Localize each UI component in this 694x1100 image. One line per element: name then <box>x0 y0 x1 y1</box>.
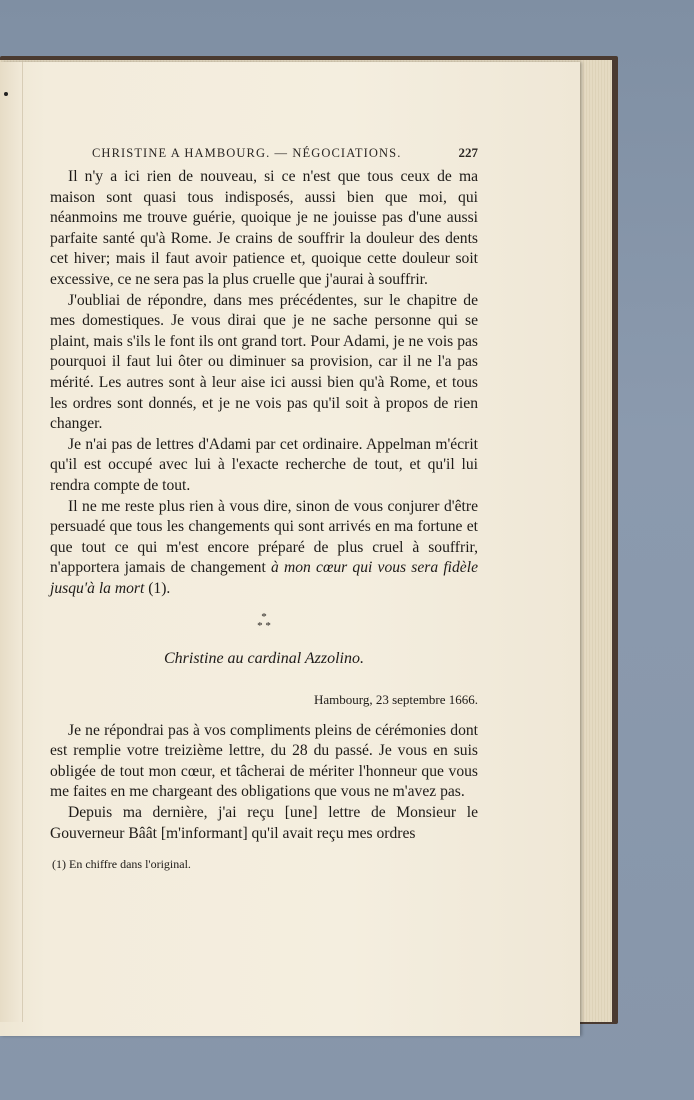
section-separator <box>50 613 478 631</box>
page-number: 227 <box>458 145 478 160</box>
separator-top-star: * <box>261 611 267 624</box>
paragraph-text: Il ne me reste plus rien à vous dire, sinon de vous conjurer d'être persuadé que tous les changements qui sont arrivés en ma fortune et que tout ce qui m'est encore préparé de plus cruel à souffrir, n'apportera jamais de changement <box>50 497 478 577</box>
running-head <box>92 143 478 159</box>
footnote: (1) En chiffre dans l'original. <box>52 857 191 872</box>
paragraph: Je n'ai pas de lettres d'Adami par cet ordinaire. Appelman m'écrit qu'il est occupé avec lui à l'exacte recherche de tout, et qu'il lui rendra compte de tout. <box>50 435 478 494</box>
paragraph: Je ne répondrai pas à vos compliments pleins de cérémonies dont est remplie votre treizième lettre, du 28 du passé. Je vous en suis obligée de tout mon cœur, et tâcherai de mériter l'honneur que vous me faites en me chargeant des obligations que vous ne m'avez pas. <box>50 721 478 801</box>
paragraph: J'oubliai de répondre, dans mes précédentes, sur le chapitre de mes domestiques. Je vous dirai que je ne sache personne qui se plaint, mais s'ils le font ils ont grand tort. Pour Adami, je ne vois pas pourquoi il faut lui ôter ou diminuer sa provision, car il ne l'a pas mérité. Les autres sont à leur aise ici aussi bien qu'à Rome, et tous les ordres sont donnés, et je ne vois pas qu'il soit à propos de rien changer. <box>50 291 478 433</box>
previous-page-edge <box>0 62 23 1022</box>
page-content <box>50 143 478 872</box>
footnote-reference: (1). <box>144 579 171 597</box>
letter-title: Christine au cardinal Azzolino. <box>163 650 364 668</box>
running-head-title: CHRISTINE A HAMBOURG. — NÉGOCIATIONS. <box>92 146 402 160</box>
paragraph: Depuis ma dernière, j'ai reçu [une] lettre de Monsieur le Gouverneur Bâât [m'informant] qu'il avait reçu mes ordres <box>50 804 478 842</box>
italic-cipher-text: à mon cœur qui vous sera fidèle jusqu'à la mort <box>50 559 478 597</box>
separator-bottom-stars: * * <box>257 620 271 633</box>
ink-dot <box>4 92 8 96</box>
paragraph-closing <box>50 497 478 600</box>
letter-dateline: Hambourg, 23 septembre 1666. <box>313 692 478 708</box>
paragraph: Il n'y a ici rien de nouveau, si ce n'est que tous ceux de ma maison sont quasi tous indisposés, aussi bien que moi, qui néanmoins me trouve guérie, quoique je ne jouisse pas d'une aussi parfaite santé qu'à Rome. Je crains de souffrir la douleur des dents cet hiver; mais il faut avoir patience et, quoique cette douleur soit excessive, ce ne sera pas la plus cruelle que j'aurai à souffrir. <box>50 168 478 288</box>
